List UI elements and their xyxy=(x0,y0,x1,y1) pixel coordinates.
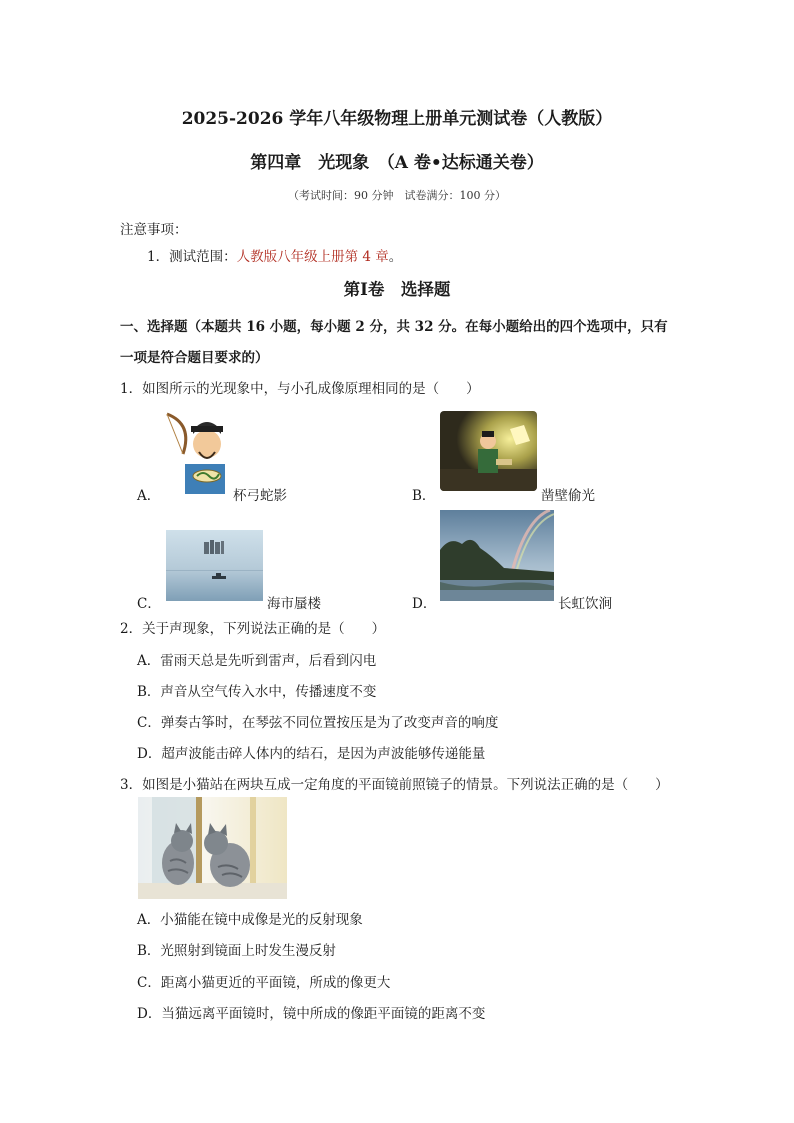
q2-option-d: D．超声波能击碎人体内的结石，是因为声波能够传递能量 xyxy=(137,746,486,762)
q3-stem: 3．如图是小猫站在两块互成一定角度的平面镜前照镜子的情景。下列说法正确的是（ ） xyxy=(120,777,669,793)
q1-option-d-caption: 长虹饮涧 xyxy=(558,596,612,612)
wall-light-illustration xyxy=(440,411,537,491)
kitten-mirror-photo xyxy=(138,797,287,899)
q2-stem: 2．关于声现象，下列说法正确的是（ ） xyxy=(120,621,386,637)
chapter-title: 第四章 光现象 （A 卷•达标通关卷） xyxy=(250,153,544,173)
notes-item-1 xyxy=(147,245,402,265)
notes-item-1-scope: 人教版八年级上册第 4 章 xyxy=(236,249,389,265)
q1-stem: 1．如图所示的光现象中，与小孔成像原理相同的是（ ） xyxy=(120,381,480,397)
q3-option-d: D．当猫远离平面镜时，镜中所成的像距平面镜的距离不变 xyxy=(137,1006,486,1022)
q1-option-a-letter: A． xyxy=(137,488,161,504)
exam-info: （考试时间：90 分钟 试卷满分：100 分） xyxy=(288,189,506,202)
bow-snake-illustration xyxy=(163,410,229,494)
notes-item-1-suffix: 。 xyxy=(388,249,403,265)
q1-option-b-letter: B． xyxy=(412,488,436,504)
q2-option-a: A．雷雨天总是先听到雷声，后看到闪电 xyxy=(137,653,377,669)
q1-option-c-letter: C． xyxy=(137,596,161,612)
notes-item-1-prefix: 1．测试范围： xyxy=(147,249,237,265)
q2-option-c: C．弹奏古筝时，在琴弦不同位置按压是为了改变声音的响度 xyxy=(137,715,499,731)
q1-option-c-caption: 海市蜃楼 xyxy=(267,596,321,612)
paper-title: 2025-2026 学年八年级物理上册单元测试卷（人教版） xyxy=(181,109,613,129)
q1-option-b-caption: 凿壁偷光 xyxy=(541,488,595,504)
q3-option-b: B．光照射到镜面上时发生漫反射 xyxy=(137,943,336,959)
notes-heading: 注意事项： xyxy=(120,222,188,238)
q3-option-c: C．距离小猫更近的平面镜，所成的像更大 xyxy=(137,975,391,991)
mirage-photo xyxy=(166,530,263,601)
rainbow-photo xyxy=(440,510,554,601)
part-one-line-2: 一项是符合题目要求的） xyxy=(120,350,269,366)
section-title: 第Ⅰ卷 选择题 xyxy=(343,280,451,299)
q1-option-a-caption: 杯弓蛇影 xyxy=(233,488,287,504)
q2-option-b: B．声音从空气传入水中，传播速度不变 xyxy=(137,684,377,700)
q1-option-d-letter: D． xyxy=(412,596,437,612)
part-one-line-1: 一、选择题（本题共 16 小题，每小题 2 分，共 32 分。在每小题给出的四个选项中，只有 xyxy=(120,319,668,335)
q3-option-a: A．小猫能在镜中成像是光的反射现象 xyxy=(137,912,363,928)
